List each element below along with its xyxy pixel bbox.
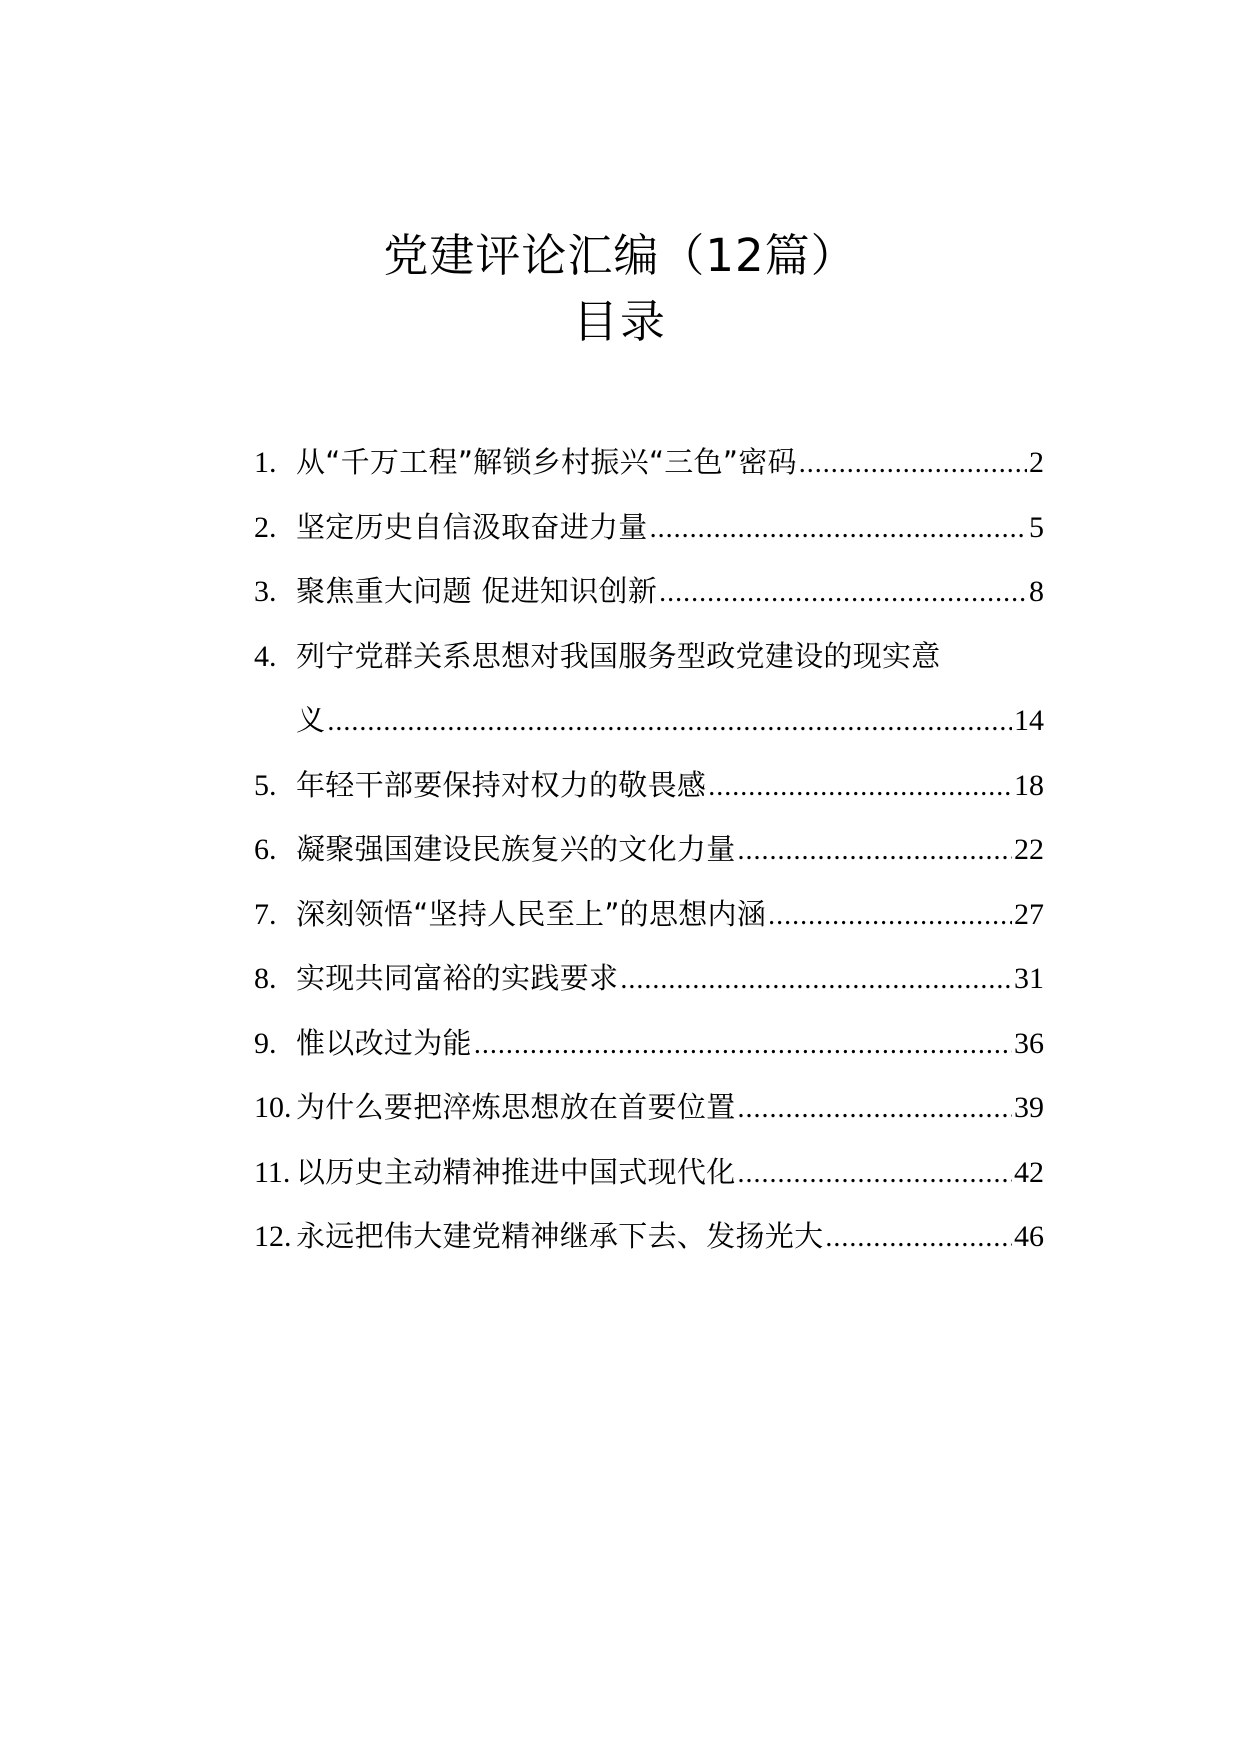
toc-item-number: 9. — [254, 1026, 277, 1060]
toc-item-9[interactable] — [254, 1011, 1044, 1076]
toc-item-title: 实现共同富裕的实践要求 — [296, 961, 619, 995]
toc-item-title: 以历史主动精神推进中国式现代化 — [296, 1154, 736, 1189]
toc-item-page: 5 — [1029, 510, 1044, 544]
toc-item-5[interactable] — [254, 753, 1044, 818]
toc-item-number: 10. — [254, 1091, 292, 1124]
toc-item-page: 2 — [1029, 446, 1044, 479]
toc-item-title: 年轻干部要保持对权力的敬畏感 — [296, 767, 707, 802]
toc-dot-leader — [708, 755, 1012, 820]
toc-item-11[interactable] — [254, 1140, 1044, 1205]
toc-item-number: 6. — [254, 833, 277, 866]
toc-item-title: 凝聚强国建设民族复兴的文化力量 — [296, 832, 736, 866]
table-of-contents — [254, 430, 1044, 1269]
toc-dot-leader — [620, 948, 1012, 1013]
toc-item-title-line2: 义 — [296, 703, 326, 737]
toc-dot-leader — [738, 819, 1012, 884]
toc-dot-leader — [650, 497, 1027, 562]
toc-item-page: 42 — [1014, 1155, 1044, 1189]
toc-item-title: 从“千万工程”解锁乡村振兴“三色”密码 — [296, 445, 797, 479]
toc-item-title: 为什么要把淬炼思想放在首要位置 — [296, 1090, 736, 1124]
toc-item-page: 18 — [1014, 768, 1044, 802]
toc-item-number: 1. — [254, 446, 277, 479]
toc-item-number: 3. — [254, 575, 277, 608]
toc-item-title: 永远把伟大建党精神继承下去、发扬光大 — [296, 1219, 824, 1253]
toc-item-title: 深刻领悟“坚持人民至上”的思想内涵 — [296, 896, 767, 931]
toc-item-page: 39 — [1014, 1091, 1044, 1124]
toc-dot-leader — [738, 1142, 1012, 1207]
toc-item-7[interactable] — [254, 882, 1044, 947]
toc-item-number: 4. — [254, 639, 277, 673]
toc-item-1[interactable] — [254, 430, 1044, 495]
toc-item-number: 12. — [254, 1220, 292, 1253]
toc-item-number: 7. — [254, 897, 277, 931]
toc-item-12[interactable] — [254, 1204, 1044, 1269]
toc-item-title-line1: 列宁党群关系思想对我国服务型政党建设的现实意 — [296, 638, 941, 673]
toc-dot-leader — [768, 884, 1012, 949]
toc-item-page: 8 — [1029, 575, 1044, 608]
toc-item-page: 27 — [1014, 897, 1044, 931]
toc-item-page: 36 — [1014, 1026, 1044, 1060]
toc-dot-leader — [738, 1077, 1012, 1142]
toc-item-page: 31 — [1014, 962, 1044, 995]
toc-heading: 目录 — [572, 295, 667, 348]
toc-item-page: 14 — [1014, 704, 1044, 737]
toc-item-3[interactable] — [254, 559, 1044, 624]
toc-item-title: 聚焦重大问题 促进知识创新 — [296, 574, 658, 608]
toc-dot-leader — [327, 690, 1012, 755]
toc-item-number: 5. — [254, 768, 277, 802]
toc-item-number: 2. — [254, 510, 277, 544]
toc-dot-leader — [659, 561, 1027, 626]
toc-item-title: 坚定历史自信汲取奋进力量 — [296, 509, 648, 544]
toc-item-title: 惟以改过为能 — [296, 1025, 472, 1060]
toc-item-8[interactable] — [254, 946, 1044, 1011]
toc-item-6[interactable] — [254, 817, 1044, 882]
toc-item-4[interactable] — [254, 624, 1044, 753]
toc-item-10[interactable] — [254, 1075, 1044, 1140]
toc-dot-leader — [825, 1206, 1012, 1271]
toc-item-number: 11. — [254, 1155, 291, 1189]
toc-item-2[interactable] — [254, 495, 1044, 560]
toc-dot-leader — [474, 1013, 1012, 1078]
document-title: 党建评论汇编（12篇） — [383, 229, 857, 282]
toc-dot-leader — [799, 432, 1027, 497]
toc-item-page: 22 — [1014, 833, 1044, 866]
toc-item-page: 46 — [1014, 1220, 1044, 1253]
toc-item-number: 8. — [254, 962, 277, 995]
